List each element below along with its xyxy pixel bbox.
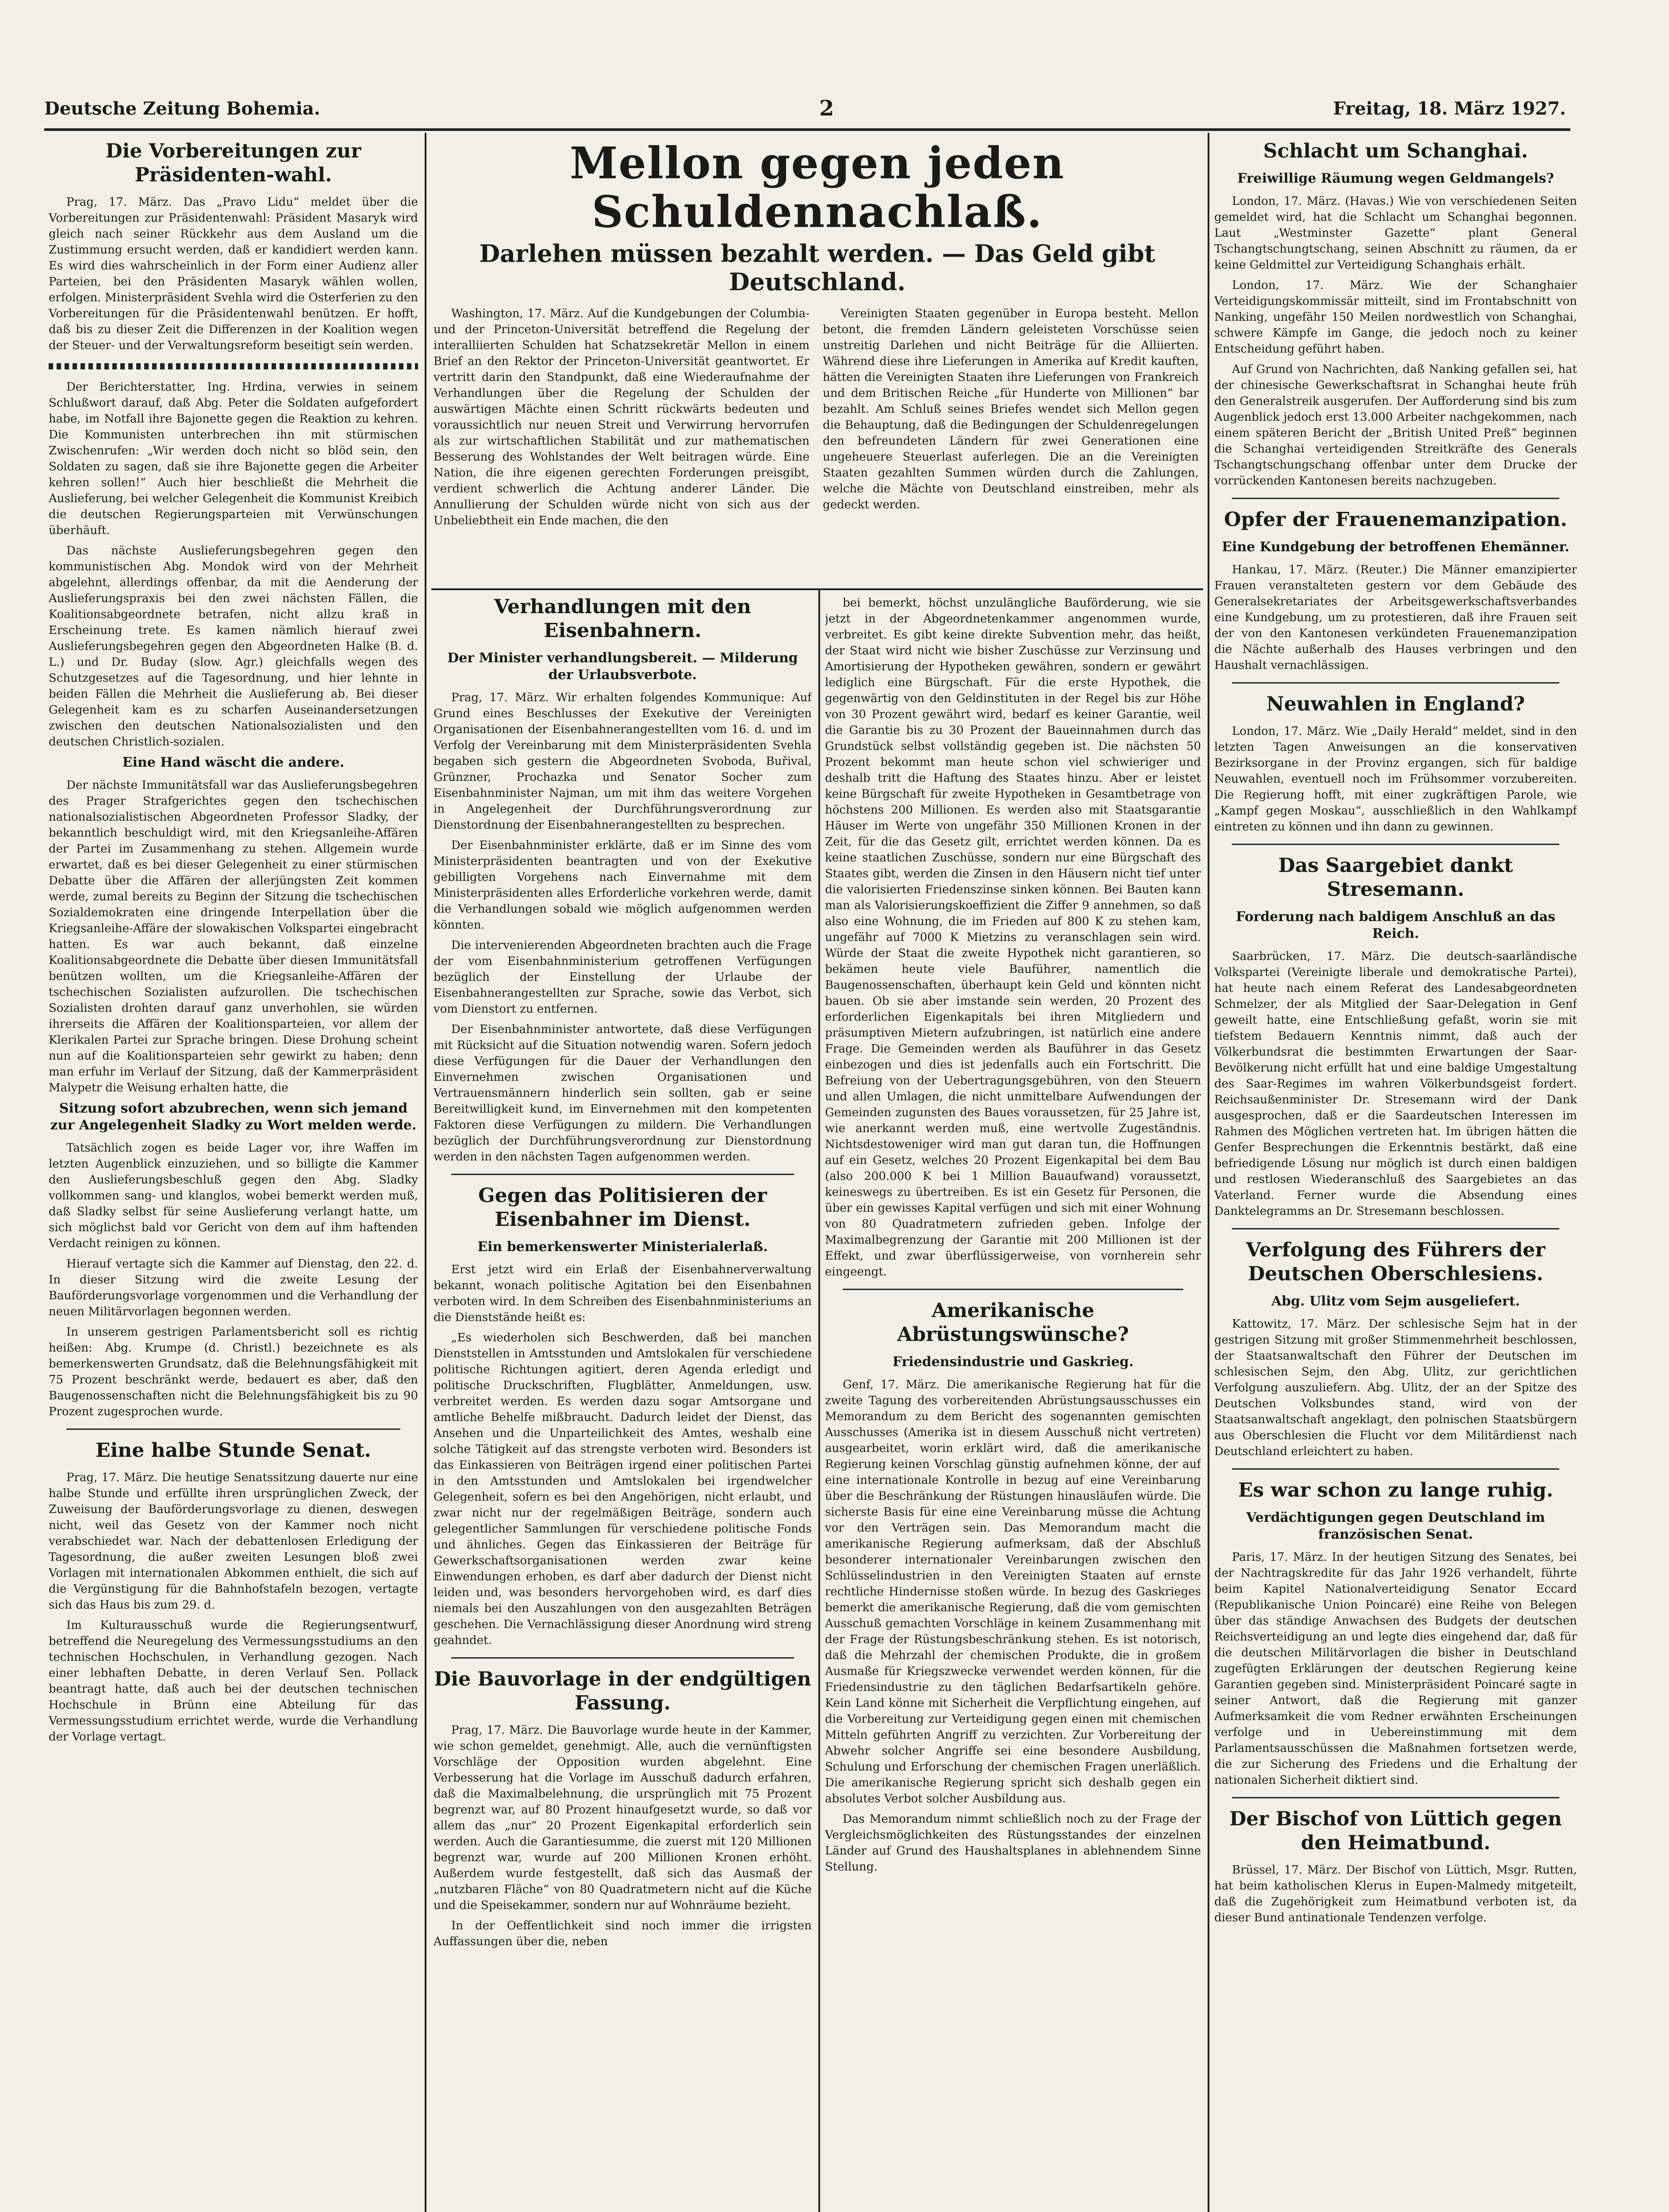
paragraph: Prag, 17. März. Das „Pravo Lidu“ meldet über die Vorbereitungen zur Präsidentenwahl: Präsident Masaryk wird gleich nach seiner Rückkehr aus dem Ausland um die Zustimmung ersucht werden, daß er kandidiert werden kann. Es wird dies wahrscheinlich in der Form einer Audienz aller Parteien, bei den Präsidenten Masaryk wählen wollen, erfolgen. Ministerpräsident Svehla wird die Osterferien zu den Vorbereitungen für die Präsidentenwahl benützen. Er hofft, daß bis zu dieser Zeit die Differenzen in der Koalition wegen der Steuer- und der Verwaltungsreform beseitigt sein werden.	[49, 196, 418, 352]
paragraph: Washington, 17. März. Auf die Kundgebungen der Columbia- und der Princeton-Universität betreffend die Regelung der interalliierten Schulden hat Schatzsekretär Mellon in einem Brief an den Rektor der Princeton-Universität geantwortet. Er vertritt darin den Standpunkt, daß eine Wiederaufnahme der Verhandlungen über die Regelung der Schulden der auswärtigen Mächte einen Schritt rückwärts bedeuten und voraussichtlich nur neuen Streit und Verwirrung hervorrufen als zur wirtschaftlichen Stabilität und zur mathematischen Besserung des Wohlstandes der Welt beitragen würde. Eine Nation, die ihre eigenen gerechten Forderungen preisgibt, verdient schwerlich die Achtung anderer Länder. Die Annullierung der Schulden würde nicht von sich aus der Unbeliebtheit ein Ende machen, die den	[434, 307, 810, 527]
subheading: Eine Hand wäscht die andere.	[122, 755, 345, 770]
column-3	[825, 595, 1201, 2212]
divider	[451, 1174, 794, 1175]
newspaper-name: Deutsche Zeitung Bohemia.	[44, 98, 320, 119]
paragraph: Paris, 17. März. In der heutigen Sitzung des Senates, bei der Nachtragskredite für das Jahr 1926 verhandelt, führte beim Kapitel Nationalverteidigung Senator Eccard (Republikanische Union Poincaré) eine Reihe von Belegen über das ständige Anwachsen des Budgets der deutschen Reichsverteidigung an und legte dies eingehend dar, daß für die deutschen Militärvorlagen die bisher in Deutschland zugefügten Erklärungen der deutschen Regierung keine Garantien gegeben sind. Ministerpräsident Poincaré sagte in seiner Antwort, daß die Regierung mit ganzer Aufmerksamkeit die vom Redner erwähnten Erscheinungen verfolge und in Uebereinstimmung mit dem Parlamentsausschüssen die Maßnahmen fortsetzen werde, die zur Sicherung des Friedens und die Erhaltung der nationalen Sicherheit diktiert sind.	[1214, 1551, 1577, 1787]
paragraph: London, 17. März. Wie „Daily Herald“ meldet, sind in den letzten Tagen Anweisungen an die konservativen Bezirksorgane in der Provinz ergangen, sich für baldige Neuwahlen, eventuell noch im Frühsommer vorzubereiten. Die Regierung hofft, mit einer zugkräftigen Parole, wie „Kampf gegen Moskau“, ausschließlich in den Wahlkampf eintreten zu können und ihn dann zu gewinnen.	[1214, 725, 1577, 833]
paragraph: Der Eisenbahnminister erklärte, daß er im Sinne des vom Ministerpräsidenten beantragten und von der Exekutive gebilligten Vorgehens nach Einvernahme mit dem Ministerpräsidenten alles Erforderliche vorkehren werde, damit die Verhandlungen sobald wie möglich aufgenommen werden könnten.	[434, 839, 812, 932]
paragraph: Hankau, 17. März. (Reuter.) Die Männer emanzipierter Frauen veranstalteten gestern vor dem Gebäude des Generalsekretariates der Arbeitsgewerkschaftsverbandes eine Kundgebung, um zu protestieren, daß ihre Frauen seit der von den Kantonesen verkündeten Frauenemanzipation die Nächte außerhalb des Hauses verbringen und den Haushalt vernachlässigen.	[1214, 563, 1577, 672]
subheading: Der Minister verhandlungsbereit. — Milderung der Urlaubsverbote.	[447, 650, 798, 683]
subheading: Eine Kundgebung der betroffenen Ehemänner.	[1222, 539, 1569, 555]
paragraph: Auf Grund von Nachrichten, daß Nanking gefallen sei, hat der chinesische Gewerkschaftsrat in Schanghai heute früh den Generalstreik ausgerufen. Der Aufforderung sind bis zum Augenblick jedoch erst 13.000 Arbeiter nachgekommen, nach einem späteren Bericht der „British United Preß“ beginnen die Schanghai verteidigenden Streitkräfte des Generals Tschangtschungschang offenbar unter dem Drucke der vorrückenden Kantonesen bereits nachzugeben.	[1214, 363, 1577, 488]
divider	[451, 1657, 794, 1659]
header-rule	[44, 128, 1570, 131]
paragraph: London, 17. März. Wie der Schanghaier Verteidigungskommissär mitteilt, sind im Frontabschnitt von Nanking, ungefähr 150 Meilen nordwestlich von Schanghai, schwere Kämpfe im Gange, die jedoch noch zu keiner Entscheidung geführt haben.	[1214, 279, 1577, 356]
paragraph: Der nächste Immunitätsfall war das Auslieferungsbegehren des Prager Strafgerichtes gegen den tschechischen nationalsozialistischen Abgeordneten Professor Sladky, der bekanntlich beschuldigt wird, mit den Kriegsanleihe-Affären der Partei im Zusammenhang zu stehen. Allgemein wurde erwartet, daß es bei dieser Gelegenheit zu einer stürmischen Debatte über die Affären der allerjüngsten Zeit kommen werde, zumal bereits zu Beginn der Sitzung die tschechischen Sozialdemokraten eine dringende Interpellation über die Kriegsanleihe-Affäre der slowakischen Volkspartei eingebracht hatten. Es war auch bekannt, daß einzelne Koalitionsabgeordnete die Debatte über diesen Immunitätsfall benützen wollten, um die Kriegsanleihe-Affären der tschechischen Sozialisten aufzurollen. Die tschechischen Sozialisten drohten darauf ganz unverhohlen, sie würden ihrerseits die Affären der Koalitionsparteien, vor allem der Klerikalen Partei zur Sprache bringen. Diese Drohung scheint nun auf die Koalitionsparteien sehr gewirkt zu haben; denn man erfuhr im Verlauf der Sitzung, daß der Kammerpräsident Malypetr die Weisung erhalten hatte, die	[49, 779, 418, 1094]
article-title-praesidentenwahl: Die Vorbereitungen zur Präsidenten-wahl.	[105, 140, 361, 186]
divider	[49, 363, 418, 369]
paragraph: Der Berichterstatter, Ing. Hrdina, verwies in seinem Schlußwort darauf, daß Abg. Peter die Soldaten aufgefordert habe, im Notfall ihre Bajonette gegen die Reaktion zu kehren. Die Kommunisten unterbrechen ihn mit stürmischen Zwischenrufen: „Wir werden doch nicht so blöd sein, den Soldaten zu sagen, daß sie ihre Bajonette gegen die Arbeiter kehren sollen!“ Auch hier beschließt die Mehrheit die Auslieferung, bei welcher Gelegenheit die Kommunist Kreibich die deutschen Regierungsparteien mit Verwünschungen überhäuft.	[49, 380, 418, 537]
column-rule-1	[425, 133, 426, 2212]
article-title-abruestung: Amerikanische Abrüstungswünsche?	[897, 1299, 1129, 1346]
paragraph: „Es wiederholen sich Beschwerden, daß bei manchen Dienststellen in Amtsstunden und Amtslokalen für verschiedene politische Richtungen agitiert, deren Agenda erledigt und politische Druckschriften, Flugblätter, Anmeldungen, usw. verbreitet werden. Es werden dazu sogar Amtsorgane und amtliche Behelfe mißbraucht. Dadurch leidet der Dienst, das Ansehen und die Unparteilichkeit des Amtes, weshalb eine solche Tätigkeit auf das strengste verboten wird. Besonders ist das Einkassieren von Beiträgen irgend einer politischen Partei in den Amtsstunden und Amtslokalen bei irgendwelcher Gelegenheit, sofern es bei den Angehörigen, nicht erlaubt, und zwar nicht nur der regelmäßigen Beiträge, sondern auch gelegentlicher Sammlungen für verschiedene politische Fonds und ähnliches. Gegen das Einkassieren der Beiträge für Gewerkschaftsorganisationen werden zwar keine Einwendungen erhoben, es darf aber dadurch der Dienst nicht leiden und, was besonders hervorgehoben wird, es darf dies niemals bei den Auszahlungen von den ausgezahlten Beträgen geschehen. Die Vernachlässigung dieser Anordnung wird streng geahndet.	[434, 1331, 812, 1647]
page-number: 2	[819, 96, 834, 121]
divider	[1232, 682, 1559, 684]
article-title-ruhig: Es war schon zu lange ruhig.	[1238, 1479, 1554, 1502]
article-title-luettich: Der Bischof von Lüttich gegen den Heimatbund.	[1229, 1808, 1562, 1854]
paragraph: Der Eisenbahnminister antwortete, daß diese Verfügungen mit Rücksicht auf die Situation notwendig waren. Sofern jedoch diese Verfügungen für die Dauer der Verhandlungen den Einvernehmen zwischen Organisationen und Vertrauensmännern hinderlich sein sollten, gab er seine Bereitwilligkeit kund, im Einvernehmen mit den kompetenten Faktoren diese Verfügungen zu mildern. Die Verhandlungen bezüglich der Durchführungsverordnung zur Dienstordnung werden in den nächsten Tagen aufgenommen werden.	[434, 1023, 812, 1164]
paragraph: Das Memorandum nimmt schließlich noch zu der Frage der Vergleichsmöglichkeiten des Rüstungsstandes der einzelnen Länder auf Grund des Haushaltsplanes in ablehnendem Sinne Stellung.	[825, 1813, 1201, 1874]
paragraph: Die intervenierenden Abgeordneten brachten auch die Frage der vom Eisenbahnministerium getroffenen Verfügungen bezüglich der Einstellung der Urlaube der Eisenbahnerangestellten zur Sprache, sowie das Verbot, sich vom Dienstort zu entfernen.	[434, 939, 812, 1016]
article-title-neuwahlen: Neuwahlen in England?	[1266, 693, 1525, 715]
divider	[1232, 844, 1559, 845]
paragraph: bei bemerkt, höchst unzulängliche Bauförderung, wie sie jetzt in der Abgeordnetenkammer angenommen wurde, verbreitet. Es gibt keine direkte Subvention mehr, das heißt, der Staat wird nicht wie bisher Zuschüsse zur Verzinsung und Amortisierung der Hypotheken gewähren, sondern er gewährt lediglich eine Bürgschaft. Für die erste Hypothek, die gegenwärtig von den Geldinstituten in der Regel bis zur Höhe von 30 Prozent gewährt wird, bedarf es keiner Garantie, weil die Garantie bis zu 30 Prozent der Baueinnahmen durch das Grundstück selbst vollständig gegeben ist. Die nächsten 50 Prozent bekommt man heute schon viel schwieriger und deshalb tritt die Haftung des Staates hinzu. Aber er leistet keine Bürgschaft für zweite Hypotheken in Gesamtbetrage von höchstens 200 Millionen. Es werden also mit Staatsgarantie Häuser im Werte von ungefähr 350 Millionen Kronen in der Zeit, für die das Gesetz gilt, errichtet werden können. Da es keine staatlichen Zuschüsse, sondern nur eine Bürgschaft des Staates gibt, werden die Zinsen in den Häusern nicht tief unter die valorisierten Friedenszinse sinken können. Bei Bauten kann man als Valorisierungskoeffizient die Ziffer 9 annehmen, so daß also eine Wohnung, die im Frieden auf 800 K zu stehen kam, ungefähr auf 7000 K Mietzins zu veranschlagen sein wird. Würde der Staat die zweite Hypothek nicht garantieren, so bekämen heute viele Bauführer, namentlich die Baugenossenschaften, überhaupt kein Geld und könnten nicht bauen. Ob sie aber imstande sein werden, 20 Prozent des erforderlichen Eigenkapitals bei ihren Mitgliedern und präsumptiven Mietern aufzubringen, ist natürlich eine andere Frage. Die Gemeinden werden als Bauführer in das Gesetz einbezogen und dies ist jedenfalls auch ein Fortschritt. Die Befreiung von der Uebertragungsgebühren, von den Steuern und allen Umlagen, die nicht unmittelbare Aufwendungen der Gemeinden zugunsten des Baues voraussetzen, für 25 Jahre ist, wie anerkannt werden muß, eine wertvolle Zugeständnis. Nichtsdestoweniger wird man gut daran tun, die Hoffnungen auf ein Gesetz, welches 20 Prozent Eigenkapital bei dem Bau (also 200.000 K bei 1 Million Bauaufwand) voraussetzt, keineswegs zu übertreiben. Es ist ein Gesetz für Personen, die über ein gewisses Kapital verfügen und sich mit einer Wohnung von 80 Quadratmetern zufrieden geben. Infolge der Maximalbegrenzung der Garantie mit 200 Millionen ist der Effekt, und zwar überflüssigerweise, von vornherein sehr eingeengt.	[825, 596, 1201, 1279]
paragraph: Prag, 17. März. Die Bauvorlage wurde heute in der Kammer, wie schon gemeldet, genehmigt. Alle, auch die vernünftigsten Vorschläge der Opposition wurden abgelehnt. Eine Verbesserung hat die Vorlage im Ausschuß dadurch erfahren, daß die Maximalbelehnung, die ursprünglich mit 75 Prozent begrenzt war, auf 80 Prozent hinaufgesetzt wurde, so daß vor allem das „nur“ 20 Prozent Eigenkapital erforderlich sein werden. Auch die Garantiesumme, die zuerst mit 120 Millionen begrenzt war, wurde auf 200 Millionen Kronen erhöht. Außerdem wurde festgestellt, daß sich das Ausmaß der „nutzbaren Fläche“ von 80 Quadratmetern nicht auf die Küche und die Speisekammer, sondern nur auf Wohnräume bezieht.	[434, 1724, 812, 1912]
divider	[1232, 1468, 1559, 1470]
correction-note: In unserem gestrigen Parlamentsbericht soll es richtig heißen: Abg. Krumpe (d. Christl.) bezeichnete es als bemerkenswerten Grundsatz, daß die Belehnungsfähigkeit mit 75 Prozent beschränkt werde, bedauert es aber, daß den Baugenossenschaften nicht die Belehnungsfähigkeit bis zu 90 Prozent zugesprochen wurde.	[49, 1325, 418, 1418]
subheading: Forderung nach baldigem Anschluß an das Reich.	[1235, 909, 1556, 941]
issue-date: Freitag, 18. März 1927.	[1333, 98, 1566, 119]
paragraph: Saarbrücken, 17. März. Die deutsch-saarländische Volkspartei (Vereinigte liberale und demokratische Partei), hat heute nach einem Referat des Landesabgeordneten Schmelzer, der als Mitglied der Saar-Delegation in Genf geweilt hatte, eine Entschließung gefaßt, worin sie mit tiefstem Bedauern Kenntnis nimmt, daß auch der Völkerbundsrat die bestimmten Erwartungen der Saar-Bevölkerung nicht erfüllt hat und eine baldige Umgestaltung des Saar-Regimes im wahren Völkerbundsgeist fordert. Reichsaußenminister Dr. Stresemann wird der Dank ausgesprochen, daß er die Saardeutschen Interessen im Rahmen des Möglichen vertreten hat. Im übrigen hätten die Genfer Besprechungen die Erkenntnis bestärkt, daß eine befriedigende Lösung nur möglich ist durch einen baldigen und restlosen Wiederanschluß des Saargebietes an das Vaterland. Ferner wurde die Absendung eines Danktelegramms an Dr. Stresemann beschlossen.	[1214, 950, 1577, 1218]
bold-statement: Sitzung sofort abzubrechen, wenn sich jemand zur Angelegenheit Sladky zu Wort melden werde.	[50, 1101, 417, 1133]
subheading: Freiwillige Räumung wegen Geldmangels?	[1237, 171, 1554, 186]
paragraph: Erst jetzt wird ein Erlaß der Eisenbahnerverwaltung bekannt, wonach politische Agitation bei den Eisenbahnen verboten wird. In dem Schreiben des Eisenbahnministeriums an die Dienststände heißt es:	[434, 1263, 812, 1324]
article-title-schanghai: Schlacht um Schanghai.	[1263, 140, 1528, 162]
column-4	[1214, 139, 1577, 2212]
divider	[1232, 1797, 1559, 1798]
article-title-politisieren: Gegen das Politisieren der Eisenbahner im Dienst.	[478, 1184, 767, 1231]
article-title-saargebiet: Das Saargebiet dankt Stresemann.	[1278, 854, 1513, 901]
column-1	[49, 139, 418, 2212]
divider	[1232, 498, 1559, 499]
paragraph: Hierauf vertagte sich die Kammer auf Dienstag, den 22. d. In dieser Sitzung wird die zweite Lesung der Bauförderungsvorlage vorgenommen und die Verhandlung der neuen Militärvorlagen begonnen werden.	[49, 1257, 418, 1318]
article-title-oberschlesien: Verfolgung des Führers der Deutschen Oberschlesiens.	[1246, 1239, 1546, 1285]
paragraph: Prag, 17. März. Wir erhalten folgendes Kommunique: Auf Grund eines Beschlusses der Exekutive der Vereinigten Organisationen der Eisenbahnerangestellten vom 16. d. und im Verfolg der Vereinbarung mit dem Ministerpräsidenten Svehla begaben sich gestern die Abgeordneten Svoboda, Buřival, Grünzner, Prochazka und Senator Socher zum Eisenbahnminister Najman, um mit ihm das weitere Vorgehen in Angelegenheit der Durchführungsverordnung zur Dienstordnung der Eisenbahnerangestellten zu besprechen.	[434, 691, 812, 832]
article-title-frauenemanzipation: Opfer der Frauenemanzipation.	[1224, 508, 1567, 531]
column-rule-2	[818, 588, 820, 2212]
divider	[66, 1429, 400, 1430]
paragraph: London, 17. März. (Havas.) Wie von verschiedenen Seiten gemeldet wird, hat die Schlacht um Schanghai begonnen. Laut „Westminster Gazette“ plant General Tschangtschungtschang, seinen Abschnitt zu räumen, da er keine Geldmittel zur Verteidigung Schanghais erhält.	[1214, 195, 1577, 272]
article-title-senat: Eine halbe Stunde Senat.	[96, 1439, 371, 1462]
paragraph: In der Oeffentlichkeit sind noch immer die irrigsten Auffassungen über die, neben	[434, 1919, 812, 1948]
page-header	[44, 91, 1566, 126]
paragraph: Prag, 17. März. Die heutige Senatssitzung dauerte nur eine halbe Stunde und erfüllte ihren ursprünglichen Zweck, der Zuweisung der Bauförderungsvorlage zu dienen, deswegen nicht, weil das Gesetz von der Kammer noch nicht verabschiedet war. Nach der debattenlosen Erledigung der Tagesordnung, die außer zweiten Lesungen bloß zwei Vorlagen mit internationalen Abkommen enthielt, die sich auf die Vergünstigung für die Bahnhofstafeln bezogen, vertagte sich das Haus bis zum 29. d.	[49, 1471, 418, 1612]
subheading: Abg. Ulitz vom Sejm ausgeliefert.	[1271, 1294, 1520, 1309]
subheading: Ein bemerkenswerter Ministerialerlaß.	[477, 1239, 768, 1255]
subheading: Verdächtigungen gegen Deutschland im französischen Senat.	[1246, 1510, 1545, 1542]
divider	[1232, 1228, 1559, 1229]
lead-subheadline: Darlehen müssen bezahlt werden. — Das Geld gibt Deutschland.	[479, 239, 1155, 296]
column-2	[434, 595, 812, 2212]
paragraph: Brüssel, 17. März. Der Bischof von Lüttich, Msgr. Rutten, hat beim katholischen Klerus in Eupen-Malmedy mitgeteilt, daß die Zugehörigkeit zum Heimatbund verboten ist, da dieser Bund antinationale Tendenzen verfolge.	[1214, 1863, 1577, 1924]
paragraph: Im Kulturausschuß wurde die Regierungsentwurf, betreffend die Neuregelung des Vermessungsstudiums an den technischen Hochschulen, in Verhandlung gezogen. Nach einer lebhaften Debatte, in deren Verlauf Sen. Pollack beantragt hatte, daß auch bei der deutschen technischen Hochschule in Brünn eine Abteilung für das Vermessungsstudium errichtet werde, wurde die Verhandlung der Vorlage vertagt.	[49, 1619, 418, 1743]
paragraph: Das nächste Auslieferungsbegehren gegen den kommunistischen Abg. Mondok wird von der Mehrheit abgelehnt, allerdings offenbar, da mit die Aenderung der Auslieferungspraxis bei den zwei nächsten Fällen, die Koalitionsabgeordnete betrafen, nicht allzu kraß in Erscheinung trete. Es kamen nämlich hierauf zwei Auslieferungsbegehren gegen den Abgeordneten Halke (B. d. L.) und Dr. Buday (slow. Agr.) gleichfalls wegen des Schutzgesetzes auf die Tagesordnung, und hier lehnte in beiden Fällen die Mehrheit die Auslieferung ab. Bei dieser Gelegenheit kam es zu scharfen Auseinandersetzungen zwischen den deutschen Nationalsozialisten und den deutschen Christlich-sozialen.	[49, 544, 418, 749]
column-rule-3	[1208, 133, 1209, 2212]
paragraph: Genf, 17. März. Die amerikanische Regierung hat für die zweite Tagung des vorbereitenden Abrüstungsausschusses ein Memorandum zu dem Bericht des sogenannten gemischten Ausschusses (Amerika ist in diesem Ausschuß nicht vertreten) ausgearbeitet, worin erklärt wird, daß die amerikanische Regierung keinen Vorschlag günstig aufnehmen könne, der auf eine internationale Kontrolle in bezug auf eine Vereinbarung über die Beschränkung der Rüstungen hinausläufen würde. Die sicherste Basis für eine eine Vereinbarung müsse die Achtung vor den Verträgen sein. Das Memorandum macht die amerikanische Regierung aufmerksam, daß der Abschluß besonderer internationaler Vereinbarungen zwischen den Schlüsselindustrien in den Vereinigten Staaten auf ernste rechtliche Hindernisse stoßen würde. In bezug des Gaskrieges bemerkt die amerikanische Regierung, daß die vom gemischten Ausschuß gemachten Vorschläge in keinem Zusammenhang mit der Frage der Rüstungsbeschränkung stehen. Es ist notorisch, daß die Mehrzahl der chemischen Produkte, die in großem Ausmaße für Kriegszwecke verwendet werden können, für die Friedensindustrie zu den täglichen Bedarfsartikeln gehöre. Kein Land könne mit Sicherheit die Verpflichtung eingehen, auf die Vorbereitung zur Verteidigung gegen einen mit chemischen Mitteln geführten Angriff zu verzichten. Zur Vorbereitung der Abwehr solcher Angriffe sei eine besondere Ausbildung, Schulung und Erforschung der chemischen Fragen unerläßlich. Die amerikanische Regierung spricht sich deshalb gegen ein absolutes Verbot solcher Ausbildung aus.	[825, 1378, 1201, 1805]
article-title-eisenbahner: Verhandlungen mit den Eisenbahnern.	[494, 595, 751, 642]
paragraph: Tatsächlich zogen es beide Lager vor, ihre Waffen im letzten Augenblick einzuziehen, und so billigte die Kammer den Auslieferungsbeschluß gegen den Abg. Sladky vollkommen sang- und klanglos, wobei bemerkt werden muß, daß Sladky selbst für seine Auslieferung verlangt hatte, um sich möglichst bald vor Gericht von dem auf ihm haftenden Verdacht reinigen zu können.	[49, 1141, 418, 1250]
paragraph: Vereinigten Staaten gegenüber in Europa besteht. Mellon betont, die fremden Ländern geleisteten Vorschüsse seien unstreitig Darlehen und nicht Beiträge für die Alliierten. Während diese ihre Lieferungen in Amerika auf Kredit kauften, hätten die Vereinigten Staaten ihre Lieferungen von Frankreich und dem Britischen Reiche „für Hunderte von Millionen“ bar bezahlt. Am Schluß seines Briefes wendet sich Mellon gegen die Behauptung, daß die Bedingungen der Schuldenregelungen den befreundeten Ländern für zwei Generationen eine ungeheuere Steuerlast auferlegen. Die an die Vereinigten Staaten gezahlten Summen würden durch die Zahlungen, welche die Mächte von Deutschland einstreiben, mehr als gedeckt werden.	[823, 307, 1199, 511]
lead-headline: Mellon gegen jeden Schuldennachlaß.	[569, 138, 1065, 238]
article-title-bauvorlage: Die Bauvorlage in der endgültigen Fassung.	[434, 1668, 811, 1714]
subheading: Friedensindustrie und Gaskrieg.	[892, 1354, 1134, 1370]
paragraph: Kattowitz, 17. März. Der schlesische Sejm hat in der gestrigen Sitzung mit großer Stimmenmehrheit beschlossen, der Staatsanwaltschaft den Führer der Deutschen im schlesischen Sejm, den Abg. Ulitz, zur gerichtlichen Verfolgung auszuliefern. Abg. Ulitz, der an der Spitze des Deutschen Volksbundes stand, wird von der Staatsanwaltschaft angeklagt, den polnischen Staatsbürgern aus Oberschlesien die Flucht vor dem Militärdienst nach Deutschland erleichtert zu haben.	[1214, 1317, 1577, 1458]
lead-article	[434, 139, 1201, 584]
divider	[843, 1289, 1183, 1290]
